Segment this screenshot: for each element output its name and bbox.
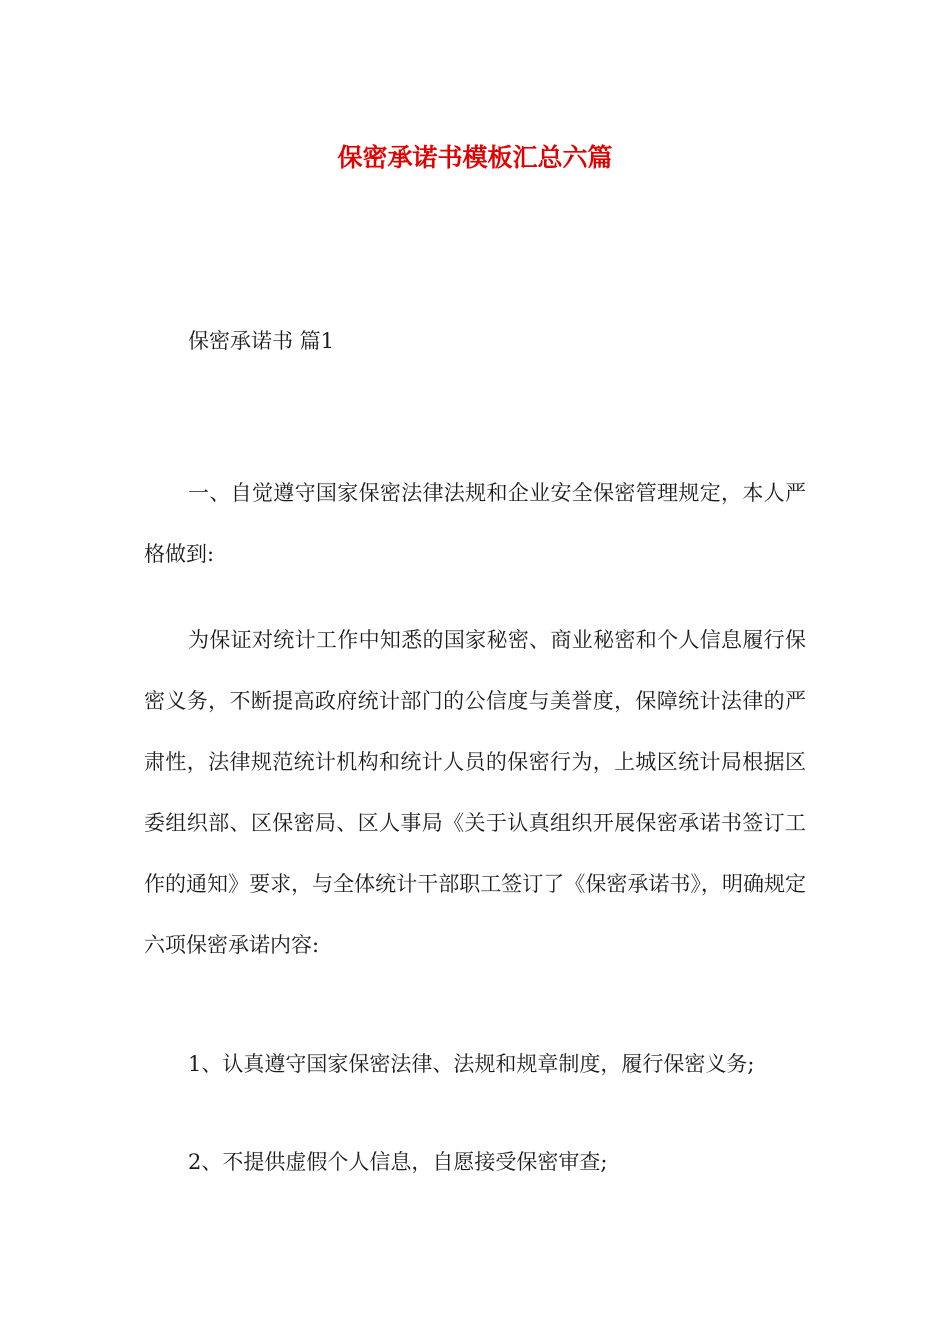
list-item-1: 1、认真遵守国家保密法律、法规和规章制度，履行保密义务; [188, 1052, 755, 1076]
document-title: 保密承诺书模板汇总六篇 [337, 143, 613, 172]
section-heading: 保密承诺书 篇1 [188, 329, 335, 353]
paragraph-introduction: 为保证对统计工作中知悉的国家秘密、商业秘密和个人信息履行保密义务，不断提高政府统计部门的公信度与美誉度，保障统计法律的严肃性，法律规范统计机构和统计人员的保密行为，上城区统计局根据区委组织部、区保密局、区人事局《关于认真组织开展保密承诺书签订工作的通知》要求，与全体统计干部职工签订了《保密承诺书》，明确规定六项保密承诺内容: [144, 628, 806, 957]
paragraph-clause-one: 一、自觉遵守国家保密法律法规和企业安全保密管理规定，本人严格做到: [144, 481, 806, 566]
list-item-2: 2、不提供虚假个人信息，自愿接受保密审查; [188, 1150, 608, 1174]
